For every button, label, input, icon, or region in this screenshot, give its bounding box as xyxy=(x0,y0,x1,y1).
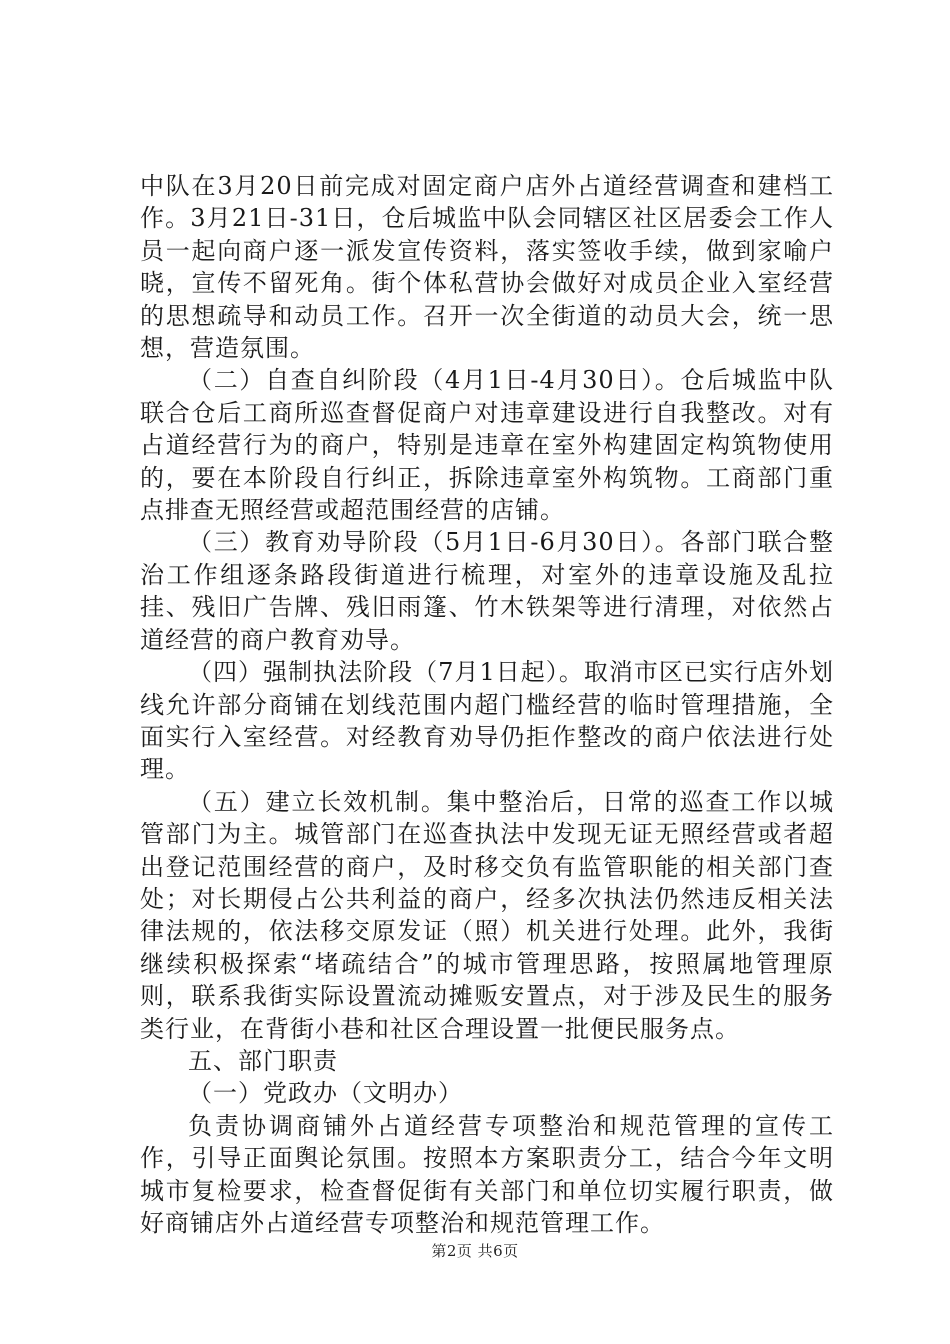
document-body xyxy=(140,170,834,1239)
paragraph-long-term-mechanism: （五）建立长效机制。集中整治后，日常的巡查工作以城管部门为主。城管部门在巡查执法中发现无证无照经营或者超出登记范围经营的商户，及时移交负有监管职能的相关部门查处；对长期侵占公共利益的商户，经多次执法仍然违反相关法律法规的，依法移交原发证（照）机关进行处理。此外，我街继续积极探索“堵疏结合”的城市管理思路，按照属地管理原则，联系我街实际设置流动摊贩安置点，对于涉及民生的服务类行业，在背街小巷和社区合理设置一批便民服务点。 xyxy=(140,787,834,1043)
paragraph-education-stage: （三）教育劝导阶段（5月1日-6月30日）。各部门联合整治工作组逐条路段街道进行梳理，对室外的违章设施及乱拉挂、残旧广告牌、残旧雨篷、竹木铁架等进行清理，对依然占道经营的商户教育劝导。 xyxy=(140,528,834,654)
paragraph-enforcement-stage: （四）强制执法阶段（7月1日起）。取消市区已实行店外划线允许部分商铺在划线范围内超门槛经营的临时管理措施，全面实行入室经营。对经教育劝导仍拒作整改的商户依法进行处理。 xyxy=(140,658,834,784)
section-heading-department-duties: 五、部门职责 xyxy=(188,1046,338,1075)
paragraph-self-inspection-stage: （二）自查自纠阶段（4月1日-4月30日）。仓后城监中队联合仓后工商所巡查督促商户对违章建设进行自我整改。对有占道经营行为的商户，特别是违章在室外构建固定构筑物使用的，要在本阶段自行纠正，拆除违章室外构筑物。工商部门重点排查无照经营或超范围经营的店铺。 xyxy=(140,366,834,525)
subsection-heading-party-office: （一）党政办（文明办） xyxy=(188,1079,463,1108)
paragraph-party-office-duties: 负责协调商铺外占道经营专项整治和规范管理的宣传工作，引导正面舆论氛围。按照本方案职责分工，结合今年文明城市复检要求，检查督促街有关部门和单位切实履行职责，做好商铺店外占道经营专项整治和规范管理工作。 xyxy=(140,1111,834,1237)
page-number-footer: 第2页 共6页 xyxy=(431,1242,519,1260)
paragraph-continuation: 中队在3月20日前完成对固定商户店外占道经营调查和建档工作。3月21日-31日，仓后城监中队会同辖区社区居委会工作人员一起向商户逐一派发宣传资料，落实签收手续，做到家喻户晓，宣传不留死角。街个体私营协会做好对成员企业入室经营的思想疏导和动员工作。召开一次全街道的动员大会，统一思想，营造氛围。 xyxy=(140,172,834,363)
